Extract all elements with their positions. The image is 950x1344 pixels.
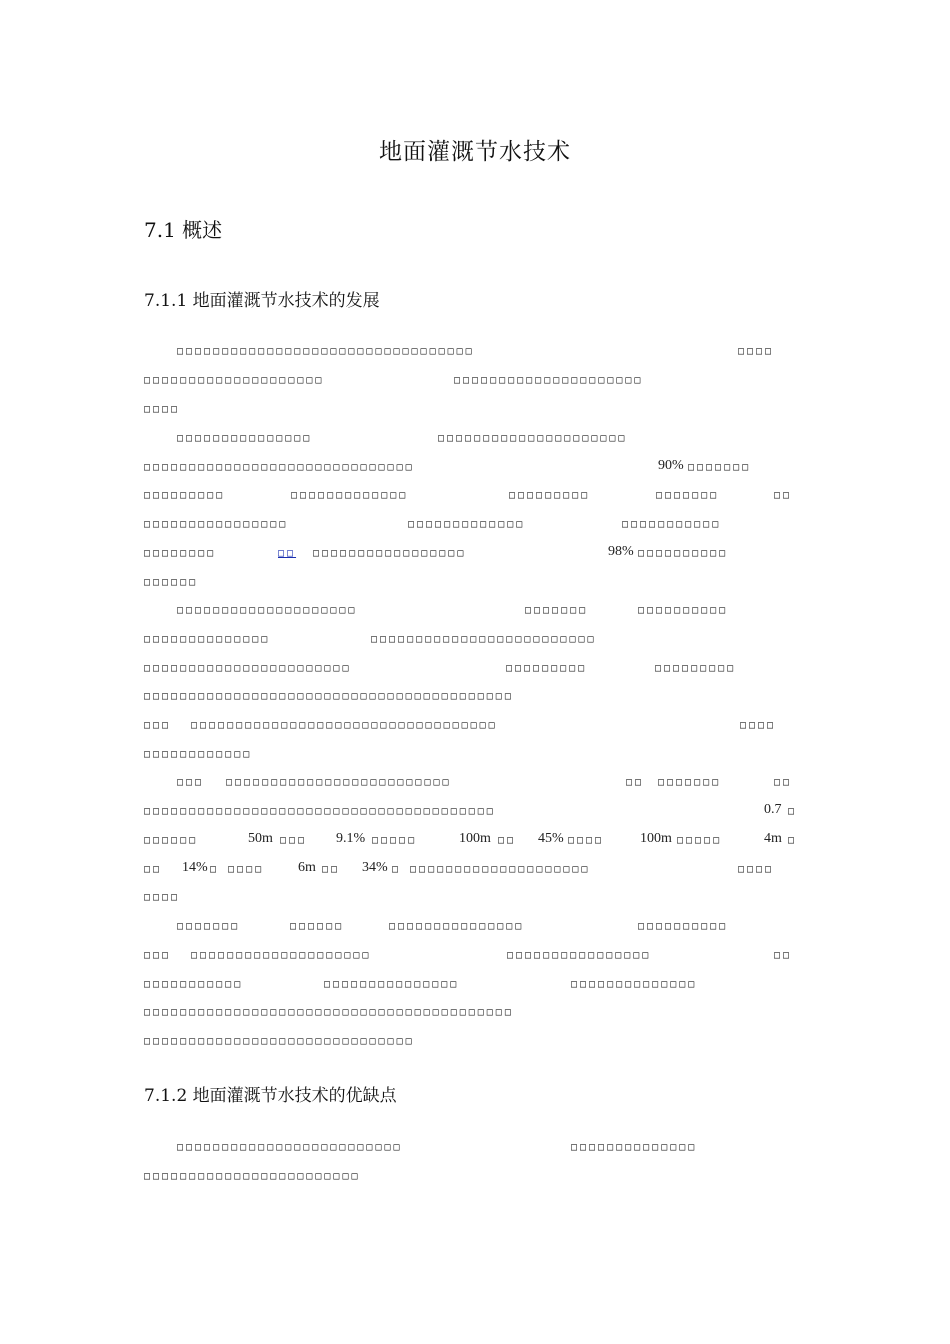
text-run: □□ — [144, 864, 163, 875]
text-run: □□□ — [280, 835, 308, 846]
number-text: 9.1% — [336, 831, 366, 846]
text-run: □□ — [774, 490, 793, 501]
text-run: □□□□□□□□□□□□□□□□□□□□□□□□□□□□□□□□□□ — [191, 720, 498, 731]
text-run: □□□□□ — [677, 835, 723, 846]
text-run: □□□□□□□□□ — [509, 490, 591, 501]
text-run: □□□□□□□□□□□ — [622, 519, 722, 530]
text-run: □□□ — [144, 720, 172, 731]
text-run: □□□□□□□□□□□□□□□ — [324, 979, 460, 990]
text-run: □□□□□□□□□□□□□□□□ — [144, 519, 289, 530]
text-run: □□□□□□□□□□□□□□□□□□□□ — [191, 950, 372, 961]
text-run: □□□□□□□□□□□□□□□□□□□□□□□□□□□□□□□□□□□□□□□□□ — [144, 1007, 514, 1018]
text-run: □□□□□□□ — [177, 921, 241, 932]
text-run: □□□□□□□□□□□□□□□□□□□□□□□□□□□□□□□□□□□□□□□□□ — [144, 691, 514, 702]
number-text: 14% — [182, 860, 208, 875]
text-run: □□□□□□□□□□□□□□□□□□□□□ — [454, 375, 644, 386]
text-run: □□□□□□□□□□ — [638, 605, 729, 616]
subsection-heading-1: 7.1.1 地面灌溉节水技术的发展 — [144, 291, 380, 311]
number-text: 6m — [298, 860, 316, 875]
number-text: 45% — [538, 831, 564, 846]
text-run: □□□□□□□□□□□□□□ — [571, 979, 698, 990]
text-run: □□□□□□□□□□□□□□□□ — [507, 950, 652, 961]
text-run: □□□□□ — [372, 835, 418, 846]
text-run: □□□□□□□□□□ — [638, 548, 729, 559]
text-run: □□□□□□□□□□□□□□□□□□□□□□□□ — [144, 1171, 361, 1182]
text-run: □□□□□□□□□□□□□□□□□□□□□□□□□□□□□□□□□□□□□□□ — [144, 806, 496, 817]
text-run: □□ — [626, 777, 645, 788]
text-run: □□□□□□□□□□□□□□□□□□□□□□□□□ — [371, 634, 597, 645]
text-run: □□□□□□□□ — [144, 548, 217, 559]
text-run: □□ — [498, 835, 517, 846]
text-run: □□□□□□□□□ — [655, 663, 737, 674]
text-run: □□□□□□ — [144, 577, 199, 588]
document-title: 地面灌溉节水技术 — [379, 139, 571, 165]
text-run: □□□ — [144, 950, 172, 961]
subsection-heading-2: 7.1.2 地面灌溉节水技术的优缺点 — [144, 1086, 397, 1106]
text-run: □□□□□□□□□□□□□□□□□□□□□□□ — [144, 663, 352, 674]
text-run: □□ — [322, 864, 341, 875]
text-run: □□□□□□□□□ — [506, 663, 588, 674]
text-run: □□□□□□ — [290, 921, 345, 932]
text-run: □□□□□□□□□□□□□□ — [571, 1142, 698, 1153]
text-run: □□□□□□□□□□□□□ — [408, 519, 526, 530]
text-run: □□□□□□□ — [656, 490, 720, 501]
text-run: □□□□□□□□□□□□□ — [291, 490, 409, 501]
text-run: □ □□□□□□□□□□□□□□□□□□□□ — [392, 864, 591, 875]
number-text: 90% — [658, 458, 684, 473]
text-run: □ — [788, 806, 798, 817]
text-run: □□□□ — [740, 720, 777, 731]
number-text: 0.7 — [764, 802, 782, 817]
text-run: □□□□ — [144, 404, 181, 415]
number-text: 50m — [248, 831, 273, 846]
text-run: □□□□□□□ — [525, 605, 589, 616]
text-run: □□□□□□□□□□□□□□□□□□□□ — [177, 605, 358, 616]
text-run: □□□□ — [738, 864, 775, 875]
text-run: □□□□□□□□□□□□□□□□□□□□□ — [438, 433, 628, 444]
text-run: □□□□□□□□□□□□□□□□□□□□□□□□□□□□□□ — [144, 462, 415, 473]
number-text: 100m — [459, 831, 491, 846]
text-run: □□□□□□ — [144, 835, 199, 846]
text-run: □□□□□□□□□□□□□□□ — [389, 921, 525, 932]
text-run: □□□□□□□□□□□□□□□ — [177, 433, 313, 444]
text-run: □□ — [774, 950, 793, 961]
number-text: 34% — [362, 860, 388, 875]
text-run: □□□□□□□□□□□□□□□□□□□□□□□□□ — [177, 1142, 403, 1153]
text-run: □□□□□□□□□□□□□□□□□□□□□□□□□□□□□□ — [144, 1036, 415, 1047]
text-run: □□□ — [177, 777, 205, 788]
text-run: □□□□□□□ — [688, 462, 752, 473]
number-text: 98% — [608, 544, 634, 559]
text-run: □□□□□□□□□□□□ — [144, 749, 253, 760]
text-run: □□□□□□□□□□□□□□□□□□□□□□□□□ — [226, 777, 452, 788]
number-text: 4m — [764, 831, 782, 846]
text-run: □□□□□□□□□□ — [638, 921, 729, 932]
text-run: □ □□□□ — [210, 864, 265, 875]
text-run: □□□□□□□□□□□□□□□□□□□□□□□□□□□□□□□□□ — [177, 346, 475, 357]
text-run: □□□□□□□□□□□ — [144, 979, 244, 990]
inline-link[interactable]: □□ — [278, 548, 297, 559]
text-run: □□ — [774, 777, 793, 788]
text-run: □□□□□□□□□ — [144, 490, 226, 501]
text-run: □□□□ — [738, 346, 775, 357]
text-run: □ — [788, 835, 798, 846]
text-run: □□□□ — [568, 835, 605, 846]
text-run: □□□□□□□□□□□□□□ — [144, 634, 271, 645]
section-heading: 7.1 概述 — [144, 218, 223, 242]
number-text: 100m — [640, 831, 672, 846]
text-run: □□□□ — [144, 892, 181, 903]
text-run: □□□□□□□ — [658, 777, 722, 788]
text-run: □□□□□□□□□□□□□□□□□ — [313, 548, 467, 559]
text-run: □□□□□□□□□□□□□□□□□□□□ — [144, 375, 325, 386]
